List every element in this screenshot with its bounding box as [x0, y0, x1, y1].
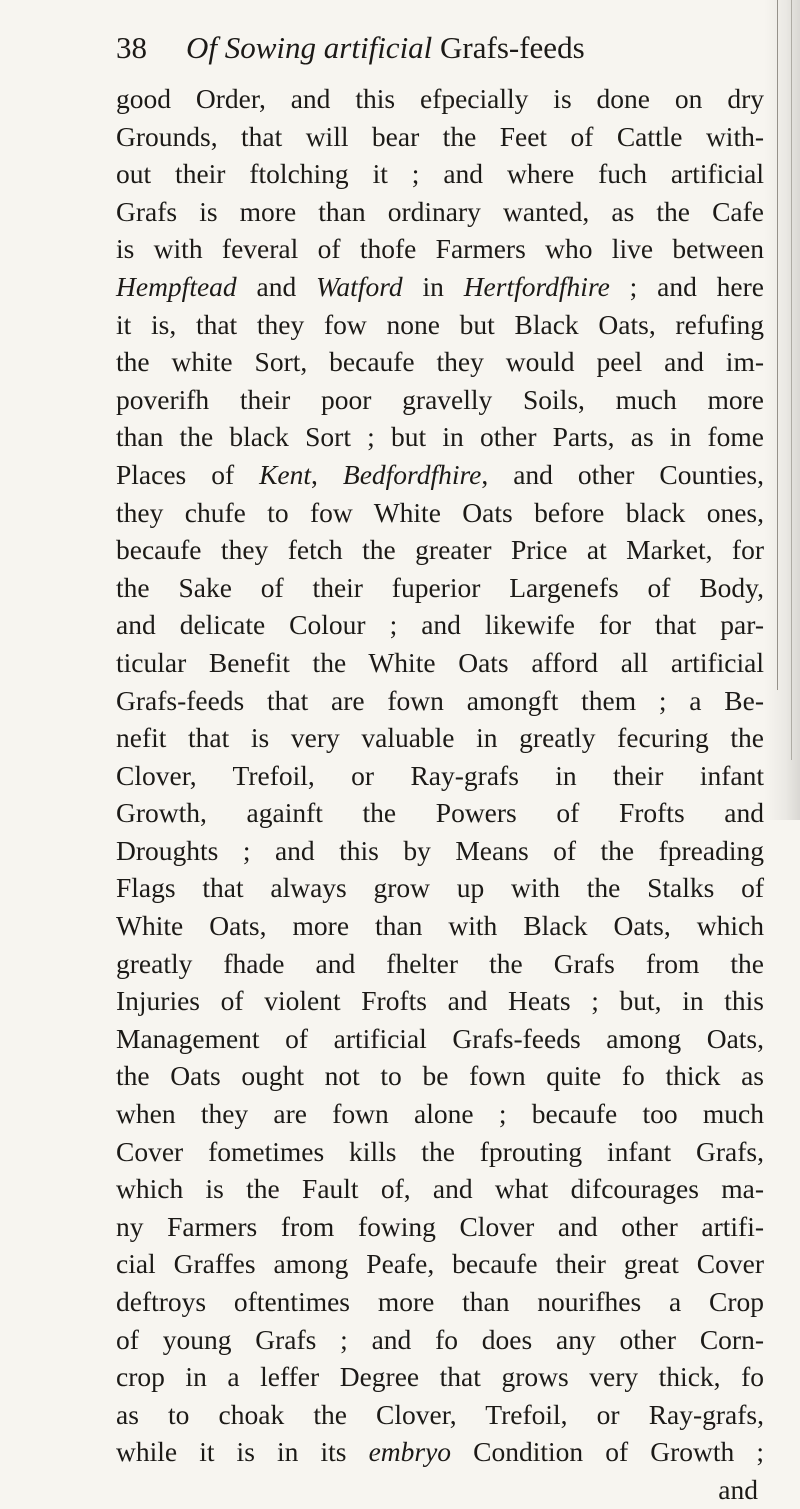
text-segment: while it is in its — [116, 1436, 369, 1468]
text-line — [116, 945, 764, 983]
text-segment: Grounds, that will bear the Feet of Cattle with- — [116, 120, 764, 152]
text-line — [116, 794, 764, 832]
text-segment: Growth, againft the Powers of Frofts and — [116, 797, 764, 829]
text-line — [116, 832, 764, 870]
text-segment: the white Sort, becaufe they would peel and im- — [116, 346, 764, 378]
page-edge-line — [777, 0, 778, 690]
text-line — [116, 531, 764, 569]
text-segment: nefit that is very valuable in greatly fecuring the — [116, 722, 764, 754]
text-line — [116, 907, 764, 945]
text-line — [116, 306, 764, 344]
text-segment: and — [718, 1473, 758, 1505]
text-segment: Cover fometimes kills the fprouting infant Grafs, — [116, 1135, 764, 1167]
text-line — [116, 719, 764, 757]
text-segment: which is the Fault of, and what difcourages ma- — [116, 1173, 764, 1205]
text-line — [116, 606, 764, 644]
body-text — [116, 80, 764, 1509]
text-segment: ny Farmers from fowing Clover and other artifi- — [116, 1210, 764, 1242]
running-head-italic: Of Sowing artificial — [186, 30, 433, 65]
text-line — [116, 1095, 764, 1133]
text-line — [116, 343, 764, 381]
text-line — [116, 982, 764, 1020]
text-line — [116, 1471, 764, 1509]
page-edge-shadow — [764, 0, 800, 820]
text-segment: is with feveral of thofe Farmers who live between — [116, 233, 764, 265]
text-segment: and delicate Colour ; and likewife for that par- — [116, 609, 764, 641]
text-segment: it is, that they fow none but Black Oats, refufing — [116, 308, 764, 340]
text-segment: good Order, and this efpecially is done on dry — [116, 83, 764, 114]
text-segment: and — [236, 270, 317, 302]
text-segment: White Oats, more than with Black Oats, which — [116, 910, 764, 942]
text-line — [116, 1057, 764, 1095]
page-edge-line-outer — [791, 0, 792, 760]
text-line — [116, 193, 764, 231]
text-segment: Grafs-feeds that are fown amongft them ; a Be- — [116, 684, 764, 716]
italic-text-segment: Watford — [316, 270, 403, 302]
text-line — [116, 1433, 764, 1471]
text-line — [116, 1396, 764, 1434]
text-segment: when they are fown alone ; becaufe too much — [116, 1098, 764, 1130]
text-segment: Grafs is more than ordinary wanted, as the Cafe — [116, 195, 764, 227]
text-segment: greatly fhade and fhelter the Grafs from the — [116, 947, 764, 979]
text-segment: deftroys oftentimes more than nourifhes a Crop — [116, 1286, 764, 1317]
text-segment: cial Graffes among Peafe, becaufe their great Cover — [116, 1248, 764, 1280]
text-line — [116, 569, 764, 607]
italic-text-segment: embryo — [368, 1436, 452, 1468]
text-segment: Injuries of violent Frofts and Heats ; but, in this — [116, 985, 764, 1017]
italic-text-segment: Hempftead — [116, 270, 237, 302]
text-line — [116, 1283, 764, 1321]
text-segment: Management of artificial Grafs-feeds among Oats, — [116, 1022, 764, 1054]
text-segment: as to choak the Clover, Trefoil, or Ray-grafs, — [116, 1398, 764, 1430]
text-segment: the Oats ought not to be fown quite fo thick as — [116, 1060, 764, 1092]
text-line — [116, 1321, 764, 1359]
text-line — [116, 869, 764, 907]
text-segment: Places of — [116, 458, 260, 490]
text-segment: ticular Benefit the White Oats afford all artificial — [116, 646, 764, 678]
text-segment: Flags that always grow up with the Stalks of — [116, 872, 764, 904]
text-line — [116, 381, 764, 419]
text-line — [116, 494, 764, 532]
italic-text-segment: Kent — [259, 458, 312, 490]
text-segment: , and other Counties, — [481, 458, 765, 490]
text-line — [116, 1020, 764, 1058]
text-segment: Condition of Growth ; — [451, 1436, 764, 1468]
text-segment: they chufe to fow White Oats before black ones, — [116, 496, 764, 528]
text-segment: out their ftolching it ; and where fuch artificial — [116, 158, 764, 190]
text-line — [116, 418, 764, 456]
text-segment: , — [311, 458, 343, 490]
text-segment: in — [402, 270, 464, 302]
text-line — [116, 757, 764, 795]
text-segment: the Sake of their fuperior Largenefs of Body, — [116, 571, 764, 603]
text-line — [116, 644, 764, 682]
italic-text-segment: Bedfordfhire — [342, 458, 482, 490]
text-segment: Droughts ; and this by Means of the fpreading — [116, 834, 764, 866]
text-line — [116, 118, 764, 156]
running-head-title — [186, 30, 585, 65]
text-segment: poverifh their poor gravelly Soils, much more — [116, 383, 764, 415]
text-line — [116, 1208, 764, 1246]
text-line — [116, 1358, 764, 1396]
text-segment: of young Grafs ; and fo does any other Corn- — [116, 1323, 764, 1355]
text-segment: ; and here — [609, 270, 764, 302]
running-header — [116, 30, 716, 78]
text-segment: crop in a leffer Degree that grows very thick, fo — [116, 1361, 764, 1393]
text-line — [116, 1170, 764, 1208]
page-number: 38 — [116, 30, 147, 65]
text-segment: than the black Sort ; but in other Parts, as in fome — [116, 421, 764, 453]
text-line — [116, 155, 764, 193]
text-line — [116, 80, 764, 118]
text-line — [116, 230, 764, 268]
text-line — [116, 456, 764, 494]
text-line — [116, 1133, 764, 1171]
running-head-plain: Grafs-feeds — [440, 30, 585, 65]
text-segment: becaufe they fetch the greater Price at Market, for — [116, 534, 764, 566]
text-segment: Clover, Trefoil, or Ray-grafs in their infant — [116, 759, 764, 791]
text-line — [116, 1245, 764, 1283]
text-line — [116, 268, 764, 306]
italic-text-segment: Hertfordfhire — [463, 270, 610, 302]
text-line — [116, 682, 764, 720]
